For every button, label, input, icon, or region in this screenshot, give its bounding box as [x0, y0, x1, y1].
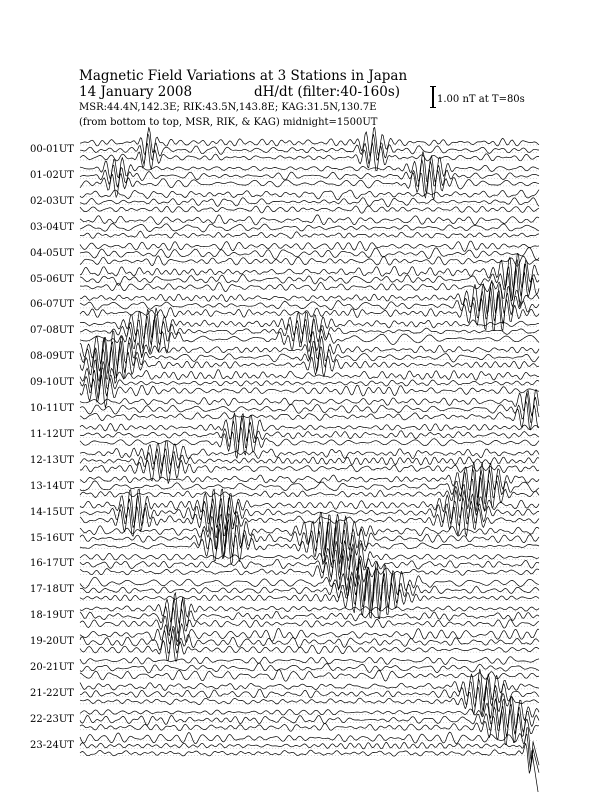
trace-rik	[80, 248, 539, 260]
trace-rik	[80, 598, 539, 634]
hour-label: 01-02UT	[30, 169, 74, 181]
hour-label: 10-11UT	[30, 403, 74, 414]
hour-label: 11-12UT	[30, 428, 74, 440]
trace-kag	[80, 728, 539, 766]
hour-label: 12-13UT	[30, 454, 74, 466]
chart-filter: dH/dt (filter:40-160s)	[254, 84, 401, 100]
chart-date: 14 January 2008	[79, 84, 193, 100]
chart-title: Magnetic Field Variations at 3 Stations in Japan	[79, 68, 408, 84]
hour-label: 21-22UT	[30, 687, 74, 699]
trace-rik	[80, 160, 539, 193]
hour-row	[80, 127, 539, 170]
hour-row	[80, 390, 539, 430]
trace-kag	[80, 215, 539, 225]
trace-msr	[80, 231, 539, 238]
hour-label: 07-08UT	[30, 325, 74, 337]
hour-row	[80, 331, 539, 384]
hour-row	[80, 561, 539, 619]
trace-rik	[80, 547, 539, 580]
hour-label: 16-17UT	[30, 558, 74, 570]
trace-msr	[80, 206, 539, 213]
hour-label: 18-19UT	[30, 610, 74, 622]
hour-label: 14-15UT	[30, 506, 74, 518]
hour-row	[80, 413, 539, 459]
hour-label: 03-04UT	[30, 221, 74, 233]
trace-msr	[80, 169, 539, 200]
station-coordinates: MSR:44.4N,142.3E; RIK:43.5N,143.8E; KAG:31.5N,130.7E	[79, 102, 377, 113]
trace-kag	[80, 512, 539, 552]
trace-kag	[80, 413, 539, 442]
trace-kag	[80, 241, 539, 251]
trace-msr	[80, 606, 539, 641]
hour-label: 09-10UT	[30, 377, 74, 389]
hour-label: 00-01UT	[30, 144, 74, 155]
hour-row	[80, 190, 539, 214]
hour-row	[80, 728, 539, 792]
hour-label: 06-07UT	[30, 299, 74, 311]
trace-msr	[80, 743, 539, 792]
trace-msr	[80, 685, 539, 718]
trace-rik	[80, 224, 539, 233]
hour-label: 04-05UT	[30, 247, 74, 259]
trace-msr	[80, 503, 539, 538]
trace-kag	[80, 541, 539, 575]
hour-label: 13-14UT	[30, 480, 74, 492]
trace-msr	[80, 455, 539, 483]
trace-kag	[80, 657, 539, 665]
trace-rik	[80, 567, 539, 612]
trace-kag	[80, 441, 539, 467]
trace-msr	[80, 256, 539, 266]
trace-msr	[80, 143, 539, 171]
trace-msr	[80, 555, 539, 590]
trace-rik	[80, 198, 539, 207]
trace-msr	[80, 427, 539, 459]
hour-row	[80, 215, 539, 239]
hour-row	[80, 624, 539, 661]
trace-rik	[80, 260, 539, 300]
trace-msr	[80, 636, 539, 662]
trace-msr	[80, 575, 539, 619]
hour-label: 17-18UT	[30, 584, 74, 596]
hour-label: 15-16UT	[30, 532, 74, 544]
scale-indicator	[425, 86, 575, 110]
hour-row	[80, 241, 539, 266]
trace-msr	[80, 268, 539, 306]
scale-bar-icon	[430, 86, 436, 108]
hour-row	[80, 657, 539, 682]
hour-label: 02-03UT	[30, 195, 74, 207]
hour-label: 08-09UT	[30, 351, 74, 363]
scale-label: 1.00 nT at T=80s	[437, 94, 525, 105]
hour-row	[80, 696, 539, 744]
hour-label: 22-23UT	[30, 713, 74, 725]
stacking-note: (from bottom to top, MSR, RIK, & KAG) midnight=1500UT	[79, 117, 378, 128]
hour-label: 19-20UT	[30, 636, 74, 648]
trace-rik	[80, 134, 539, 165]
trace-kag	[80, 190, 539, 200]
hour-label: 23-24UT	[30, 739, 74, 751]
hour-label: 05-06UT	[30, 273, 74, 285]
hour-label: 20-21UT	[30, 662, 74, 673]
trace-rik	[80, 392, 539, 422]
